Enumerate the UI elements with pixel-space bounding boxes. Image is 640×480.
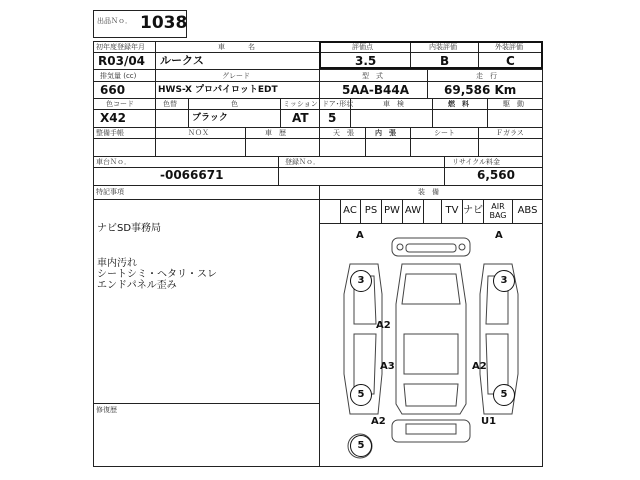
equipment-item: PS <box>361 199 382 223</box>
recycle-fee-value: 6,560 <box>477 168 515 182</box>
score-value: 3.5 <box>355 54 377 68</box>
color-code-label: 色コード <box>106 100 134 108</box>
mileage-value: 69,586 Km <box>444 83 517 97</box>
color-label: 色 <box>231 100 238 108</box>
headliner-label: 天 張 <box>333 129 354 137</box>
car-diagram <box>320 224 542 466</box>
damage-roof: A3 <box>380 361 395 372</box>
mission-value: AT <box>292 111 309 125</box>
damage-right-rear: 5 <box>493 384 515 406</box>
equipment-row <box>340 199 543 223</box>
equipment-item: TV <box>442 199 463 223</box>
repair-history-label: 修復歴 <box>96 406 117 414</box>
model-code-value: 5AA-B44A <box>342 83 410 97</box>
chassis-value: -0066671 <box>160 168 224 182</box>
displacement-label: 排気量 (cc) <box>100 72 137 80</box>
registration-label: 登録Ｎｏ． <box>285 158 320 166</box>
grade-value: HWS-X プロパイロットEDT <box>158 85 278 95</box>
mileage-label: 走 行 <box>476 72 497 80</box>
mission-label: ミッション <box>283 100 318 108</box>
fuel-label: 燃 料 <box>448 100 469 108</box>
equipment-label: 装 備 <box>418 188 439 196</box>
front-glass-label: Ｆガラス <box>496 129 524 137</box>
grade-label: グレード <box>222 72 250 80</box>
diagram-front-bumper <box>392 238 470 256</box>
score-label: 評価点 <box>352 43 373 51</box>
color-value: ブラック <box>192 113 228 123</box>
notes-line-3: シートシミ・ヘタリ・スレ <box>97 269 217 280</box>
damage-hood: A2 <box>376 320 391 331</box>
diagram-front-grille <box>406 244 456 252</box>
car-name-label: 車 名 <box>218 43 263 51</box>
drive-label: 駆 動 <box>503 100 524 108</box>
service-book-label: 整備手帳 <box>96 129 124 137</box>
damage-front-right: A <box>495 230 503 241</box>
damage-rear-right: U1 <box>481 416 497 427</box>
exterior-grade-value: C <box>506 54 515 68</box>
first-reg-value: R03/04 <box>98 54 146 68</box>
equipment-item: AW <box>403 199 424 223</box>
damage-right-front-door: 3 <box>493 270 515 292</box>
history-label: 車 歴 <box>265 129 286 137</box>
lot-number: 1038 <box>140 13 188 33</box>
exterior-grade-label: 外装評価 <box>495 43 523 51</box>
model-code-label: 型 式 <box>362 72 383 80</box>
equipment-item <box>424 199 442 223</box>
damage-left-rear: 5 <box>350 384 372 406</box>
recycle-fee-label: リサイクル料金 <box>452 158 501 166</box>
damage-right-side: A2 <box>472 361 487 372</box>
damage-left-front-door: 3 <box>350 270 372 292</box>
inspection-label: 車 検 <box>383 100 404 108</box>
interior-grade-label: 内装評価 <box>429 43 457 51</box>
notes-line-1: ナビSD事務局 <box>97 223 162 234</box>
equipment-item: ナビ <box>463 199 484 223</box>
interior-trim-label: 内 張 <box>375 129 396 137</box>
car-name-value: ルークス <box>160 54 204 67</box>
damage-rear-left: A2 <box>371 416 386 427</box>
chassis-label: 車台Ｎｏ． <box>96 158 131 166</box>
first-reg-label: 初年度登録年月 <box>96 43 145 51</box>
door-value: 5 <box>328 111 337 125</box>
damage-spare: 5 <box>350 435 372 457</box>
displacement-value: 660 <box>100 83 126 97</box>
color-change-label: 色替 <box>163 100 177 108</box>
seat-label: シート <box>434 129 455 137</box>
notes-label: 特記事項 <box>96 188 124 196</box>
door-label: ドア･形状 <box>322 100 354 108</box>
lot-label: 出品Ｎｏ． <box>97 17 132 25</box>
diagram-rear-bumper <box>392 420 470 442</box>
equipment-item: AIR BAG <box>484 199 513 223</box>
equipment-item: PW <box>382 199 403 223</box>
damage-front-left: A <box>356 230 364 241</box>
equipment-item: ABS <box>513 199 543 223</box>
diagram-top-body <box>396 264 466 414</box>
nox-label: ＮＯＸ <box>188 129 209 137</box>
interior-grade-value: B <box>440 54 450 68</box>
notes-line-4: エンドパネル歪み <box>97 280 177 291</box>
color-code-value: X42 <box>100 111 126 125</box>
notes-line-2: 車内汚れ <box>97 258 137 269</box>
equipment-item: AC <box>340 199 361 223</box>
